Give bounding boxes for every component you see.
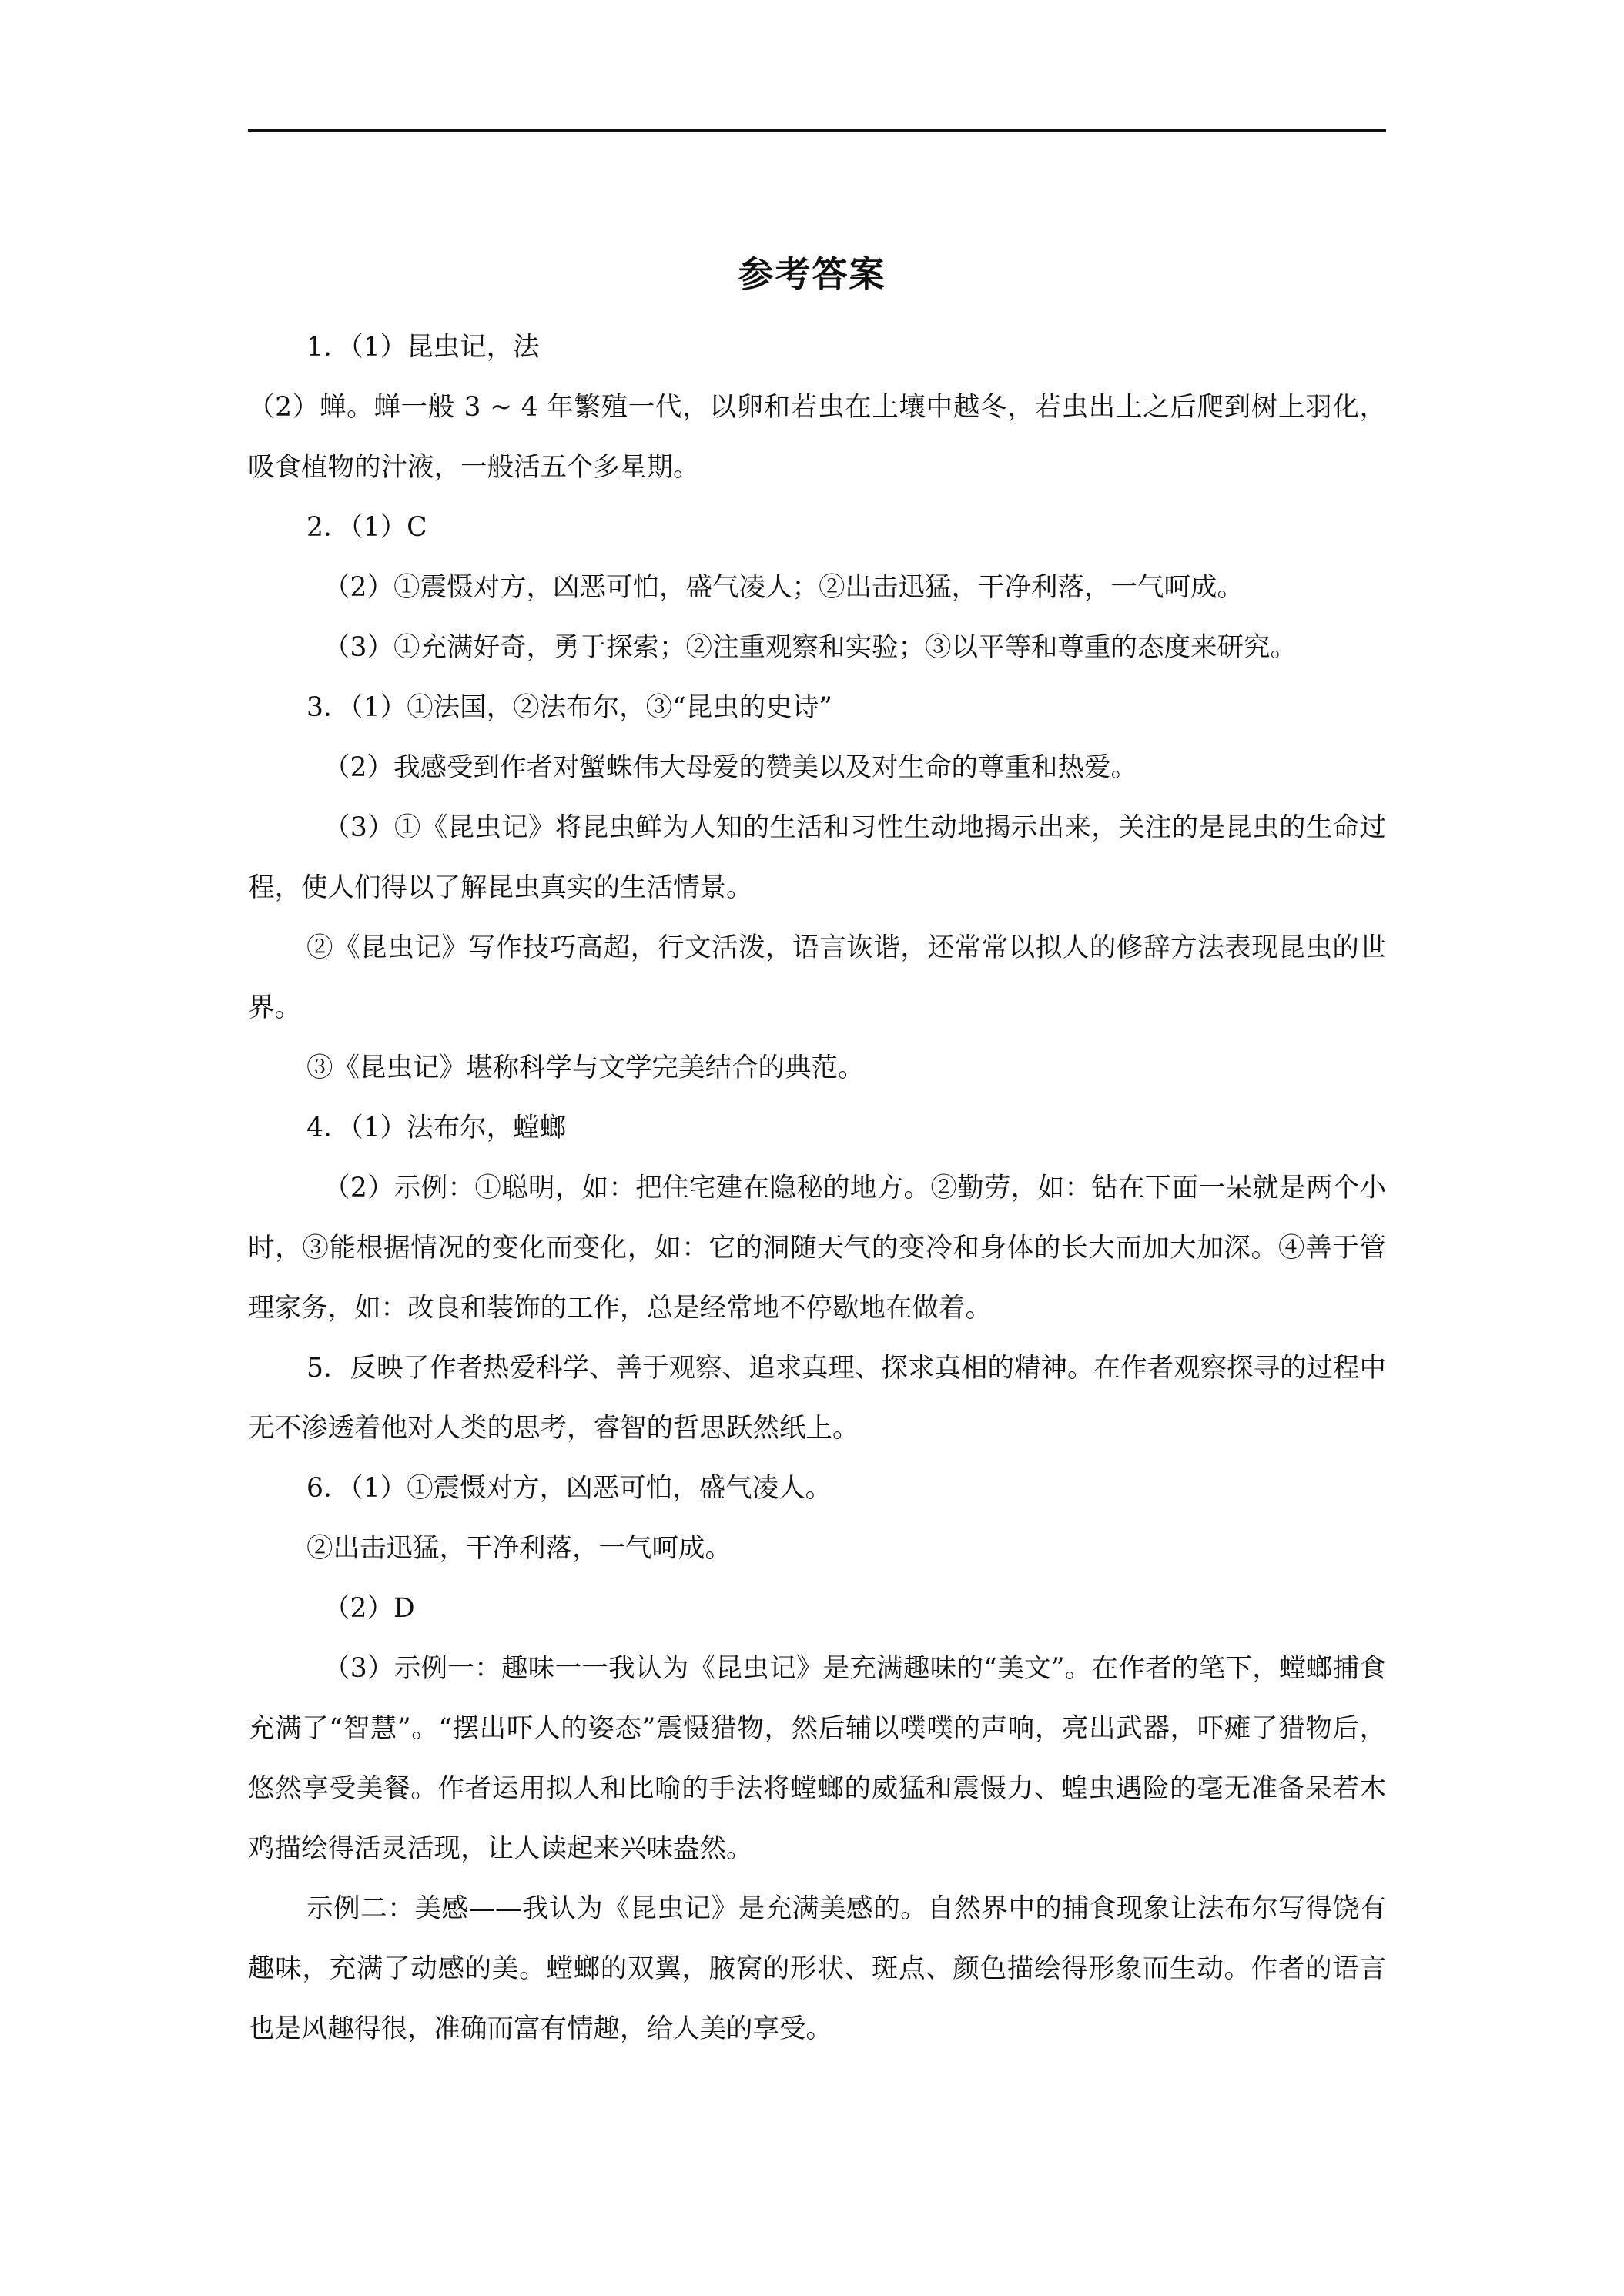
- answer-line-q3-3c: ③《昆虫记》堪称科学与文学完美结合的典范。: [306, 1053, 865, 1083]
- answer-line-q6-1b: ②出击迅猛，干净利落，一气呵成。: [306, 1533, 732, 1564]
- answer-line-q4-1: 4．（1）法布尔，螳螂: [306, 1113, 567, 1143]
- answer-line-q2-2: （2）①震慑对方，凶恶可怕，盛气凌人；②出击迅猛，干净利落，一气呵成。: [323, 572, 1244, 603]
- answer-line-q6-3a: （3）示例一：趣味一一我认为《昆虫记》是充满趣味的“美文”。在作者的笔下，螳螂捕食充满了“智慧”。“摆出吓人的姿态”震慑猎物，然后辅以噗噗的声响，亮出武器，吓瘫了猎物后，悠然享受美餐。作者运用拟人和比喻的手法将螳螂的威猛和震慑力、蝗虫遇险的毫无准备呆若木鸡描绘得活灵活现，让人读起来兴味盎然。: [248, 1653, 1386, 1864]
- answer-line-q2-1: 2．（1）C: [306, 512, 427, 543]
- answer-line-q1-1: 1．（1）昆虫记，法: [306, 332, 540, 363]
- answer-line-q1-2: （2）蝉。蝉一般 3 ~ 4 年繁殖一代，以卵和若虫在土壤中越冬，若虫出土之后爬到树上羽化，吸食植物的汁液，一般活五个多星期。: [248, 392, 1386, 483]
- page-title: 参考答案: [738, 253, 886, 295]
- answer-line-q6-3b: 示例二：美感——我认为《昆虫记》是充满美感的。自然界中的捕食现象让法布尔写得饶有趣味，充满了动感的美。螳螂的双翼，腋窝的形状、斑点、颜色描绘得形象而生动。作者的语言也是风趣得很，准确而富有情趣，给人美的享受。: [248, 1893, 1386, 2044]
- answer-line-q3-3: （3）①《昆虫记》将昆虫鲜为人知的生活和习性生动地揭示出来，关注的是昆虫的生命过程，使人们得以了解昆虫真实的生活情景。: [248, 812, 1386, 903]
- answer-line-q3-1: 3．（1）①法国，②法布尔，③“昆虫的史诗”: [306, 692, 832, 723]
- answer-line-q3-2: （2）我感受到作者对蟹蛛伟大母爱的赞美以及对生命的尊重和热爱。: [323, 752, 1137, 783]
- answer-line-q3-3b: ②《昆虫记》写作技巧高超，行文活泼，语言诙谐，还常常以拟人的修辞方法表现昆虫的世界。: [248, 932, 1386, 1023]
- answer-list: [248, 317, 1386, 2059]
- answer-line-q4-2: （2）示例：①聪明，如：把住宅建在隐秘的地方。②勤劳，如：钻在下面一呆就是两个小时，③能根据情况的变化而变化，如：它的洞随天气的变冷和身体的长大而加大加深。④善于管理家务，如：改良和装饰的工作，总是经常地不停歇地在做着。: [248, 1173, 1386, 1324]
- answer-line-q2-3: （3）①充满好奇，勇于探索；②注重观察和实验；③以平等和尊重的态度来研究。: [323, 632, 1297, 663]
- header-rule: [248, 129, 1386, 132]
- answer-line-q6-1: 6．（1）①震慑对方，凶恶可怕，盛气凌人。: [306, 1473, 832, 1504]
- answer-line-q5: 5．反映了作者热爱科学、善于观察、追求真理、探求真相的精神。在作者观察探寻的过程中无不渗透着他对人类的思考，睿智的哲思跃然纸上。: [248, 1353, 1386, 1444]
- answer-line-q6-2: （2）D: [323, 1593, 415, 1624]
